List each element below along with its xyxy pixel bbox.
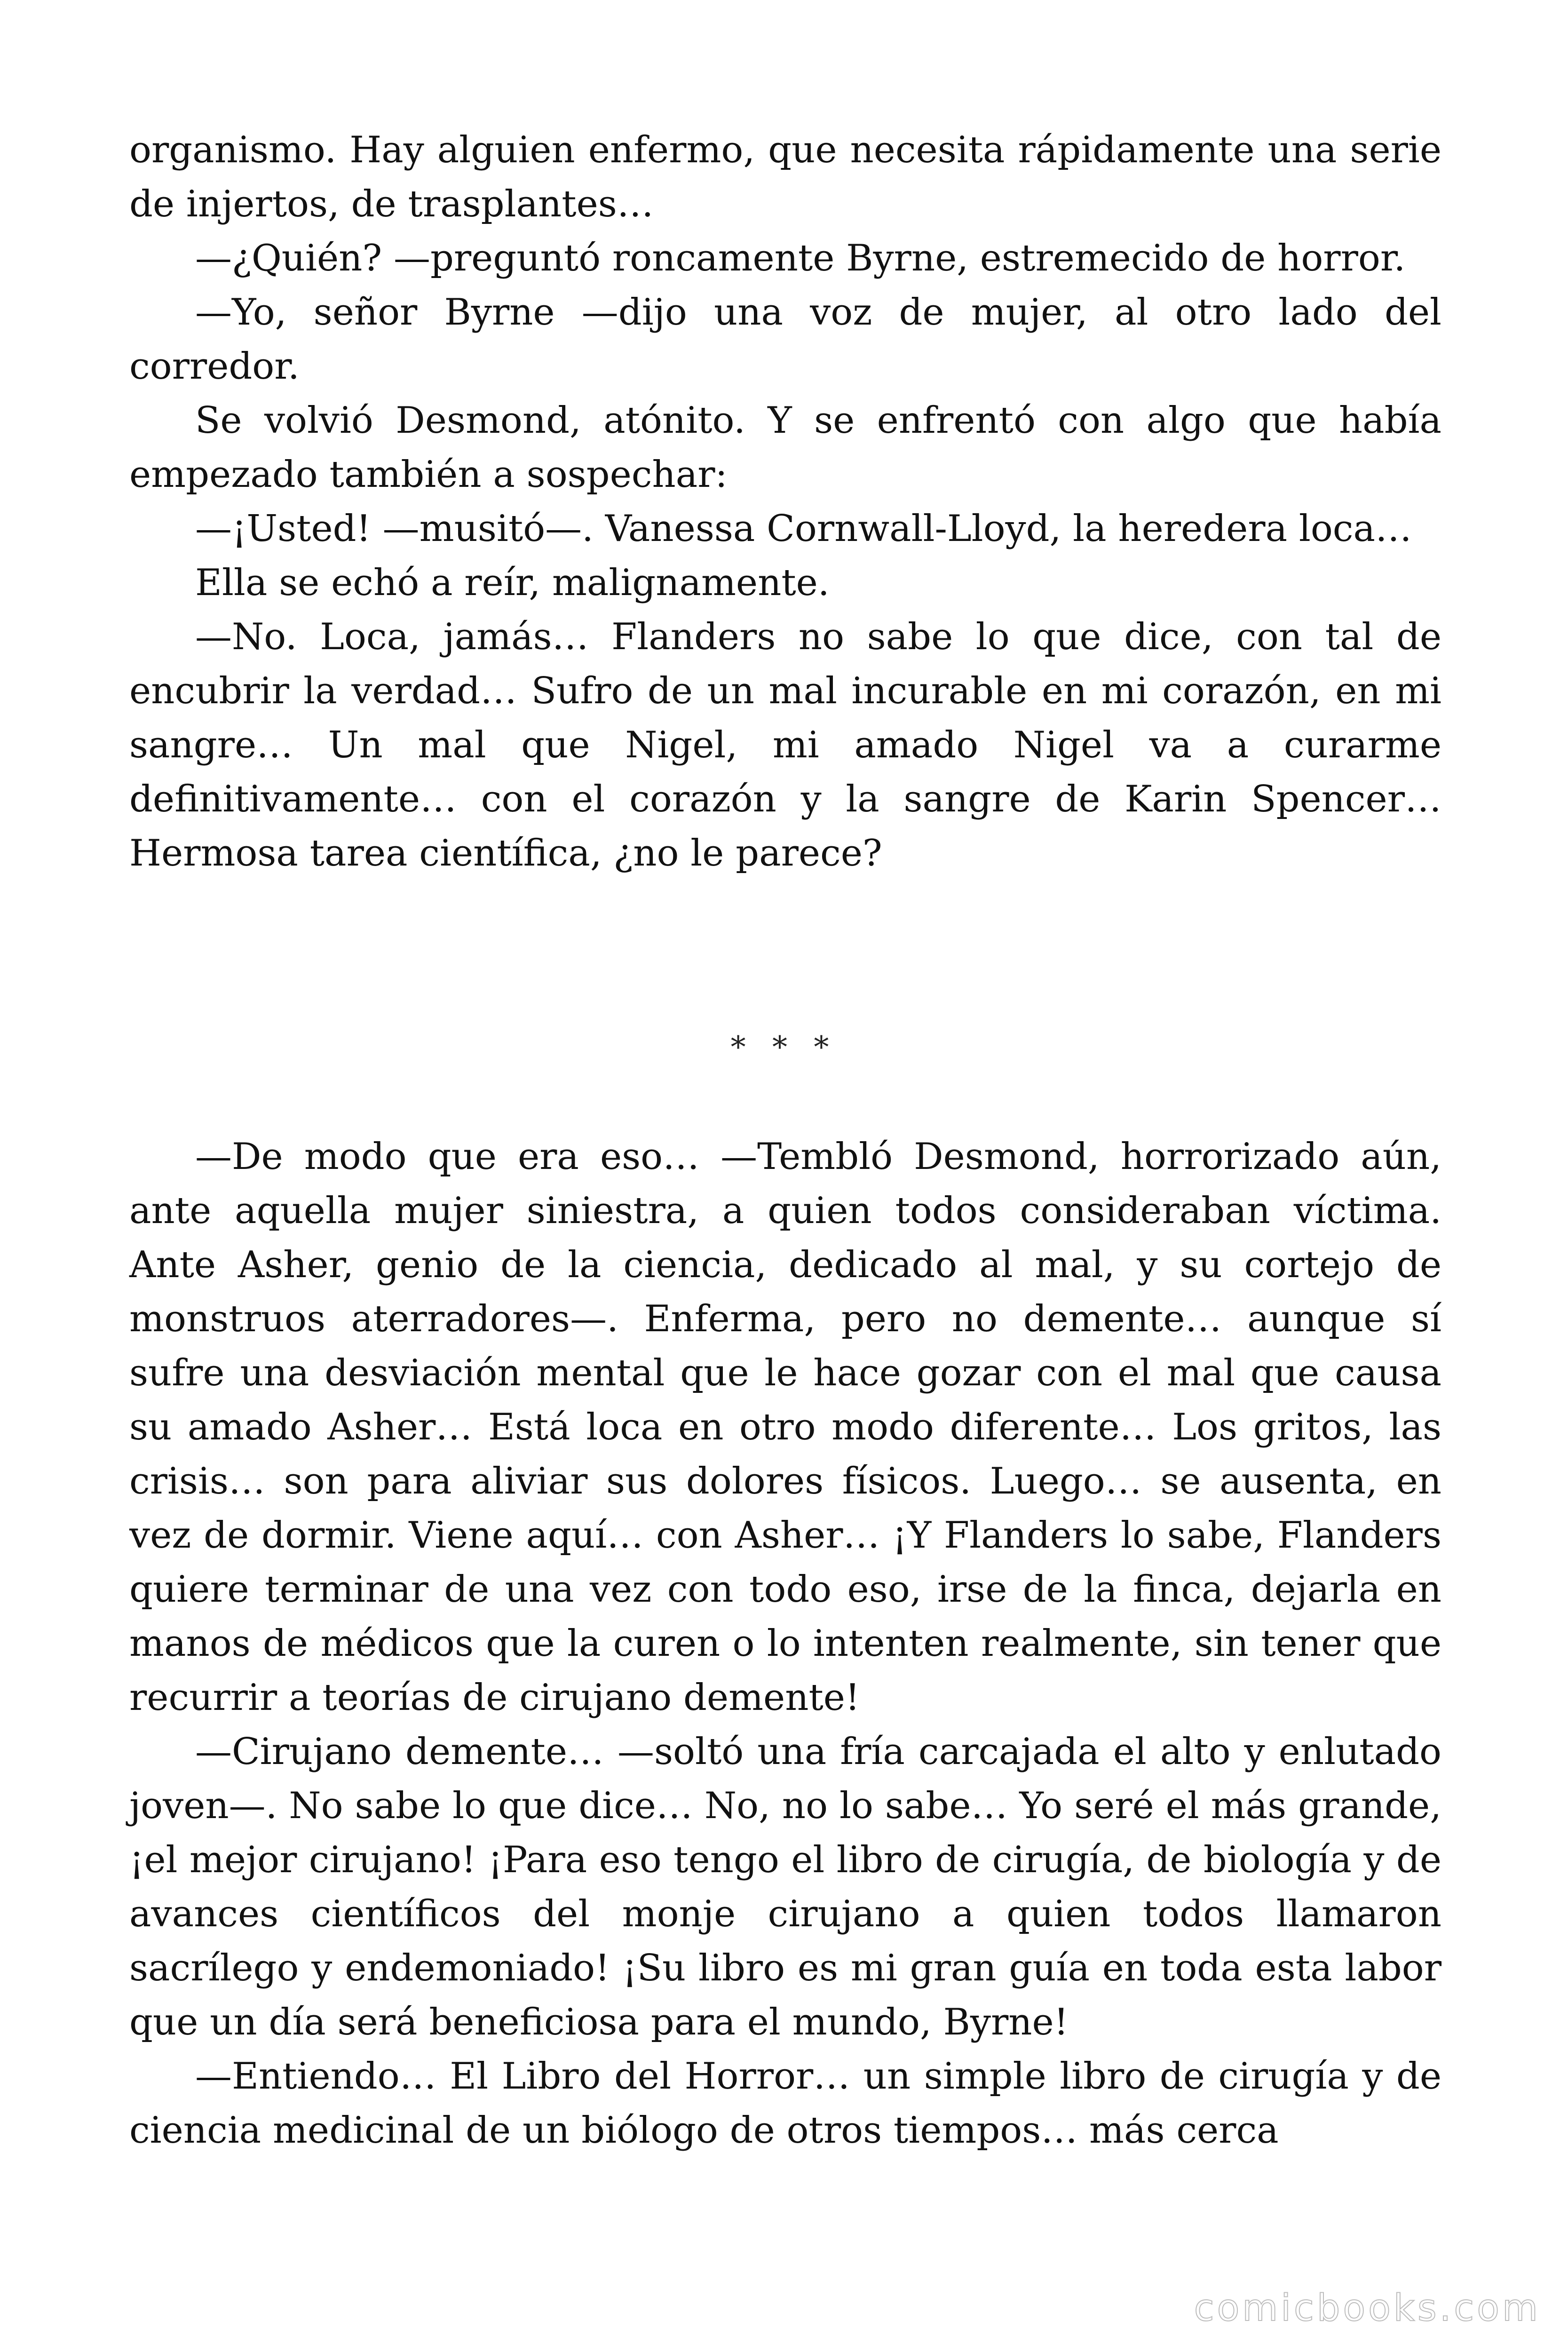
watermark: comicbooks.com (1194, 2287, 1541, 2329)
paragraph: —No. Loca, jamás… Flanders no sabe lo que dice, con tal de encubrir la verdad… Sufro de un mal incurable en mi corazón, en mi sangre… Un mal que Nigel, mi amado Nigel va a curarme definitivamente… con el corazón y la sangre de Karin Spencer… Hermosa tarea científica, ¿no le parece? (129, 616, 1441, 874)
paragraph: —Cirujano demente… —soltó una fría carcajada el alto y enlutado joven—. No sabe lo que dice… No, no lo sabe… Yo seré el más grande, ¡el mejor cirujano! ¡Para eso tengo el libro de cirugía, de biología y de avances científicos del monje cirujano a quien todos llamaron sacrílego y endemoniado! ¡Su libro es mi gran guía en toda esta labor que un día será beneficiosa para el mundo, Byrne! (129, 1731, 1441, 2043)
paragraph: —De modo que era eso… —Tembló Desmond, horrorizado aún, ante aquella mujer siniestra, a quien todos consideraban víctima. Ante Asher, genio de la ciencia, dedicado al mal, y su cortejo de monstruos aterradores—. Enferma, pero no demente… aunque sí sufre una desviación mental que le hace gozar con el mal que causa su amado Asher… Está loca en otro modo diferente… Los gritos, las crisis… son para aliviar sus dolores físicos. Luego… se ausenta, en vez de dormir. Viene aquí… con Asher… ¡Y Flanders lo sabe, Flanders quiere terminar de una vez con todo eso, irse de la finca, dejarla en manos de médicos que la curen o lo intenten realmente, sin tener que recurrir a teorías de cirujano demente! (129, 1136, 1441, 1719)
section-separator: * * * (730, 1030, 838, 1065)
paragraph: Ella se echó a reír, malignamente. (195, 562, 830, 604)
paragraph: —Yo, señor Byrne —dijo una voz de mujer, al otro lado del corredor. (129, 291, 1441, 388)
text-block-bottom (129, 1130, 1441, 2158)
paragraph: Se volvió Desmond, atónito. Y se enfrentó con algo que había empezado también a sospechar: (129, 399, 1441, 496)
text-block-top (129, 123, 1441, 881)
paragraph: —¡Usted! —musitó—. Vanessa Cornwall-Lloyd, la heredera loca… (195, 508, 1412, 550)
paragraph: —¿Quién? —preguntó roncamente Byrne, estremecido de horror. (195, 237, 1406, 279)
paragraph: —Entiendo… El Libro del Horror… un simple libro de cirugía y de ciencia medicinal de un biólogo de otros tiempos… más cerca (129, 2055, 1441, 2152)
paragraph: organismo. Hay alguien enfermo, que necesita rápidamente una serie de injertos, de trasplantes… (129, 129, 1441, 225)
